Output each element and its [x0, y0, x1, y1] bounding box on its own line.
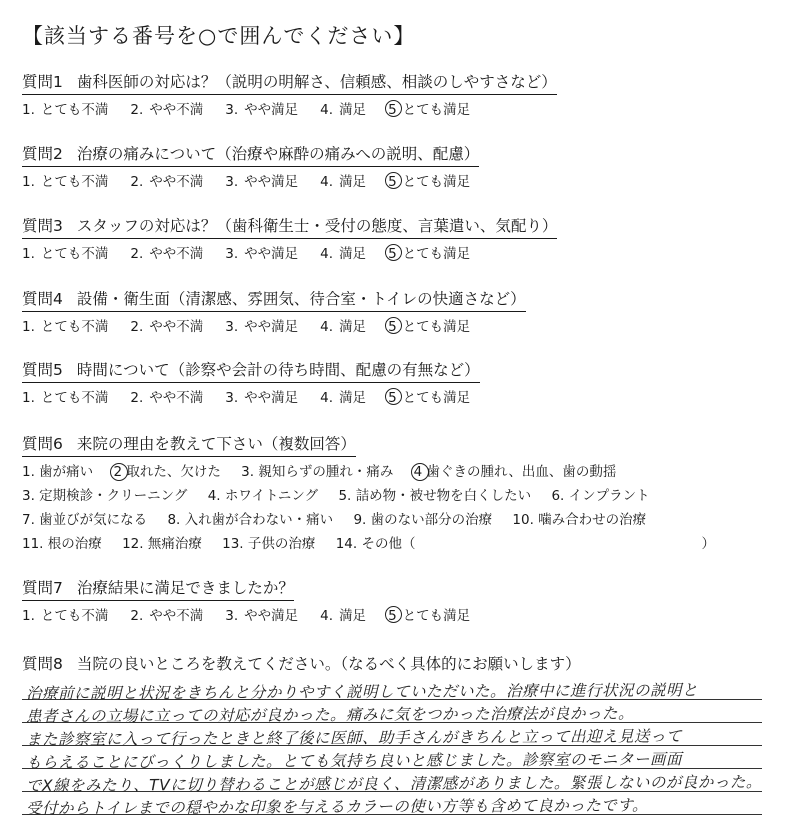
- rating-label: やや満足: [244, 102, 299, 118]
- rating-label: とても不満: [40, 608, 109, 624]
- rating-number: 5: [388, 390, 397, 406]
- rating-option[interactable]: [22, 390, 108, 406]
- rating-label: とても不満: [40, 390, 109, 406]
- rating-number: 1.: [22, 246, 35, 262]
- rating-option-selected[interactable]: [388, 608, 470, 624]
- rating-option[interactable]: [22, 608, 108, 624]
- question-2: [22, 142, 782, 190]
- rating-number: 1.: [22, 608, 35, 624]
- question-text: 時間について（診察や会計の待ち時間、配慮の有無など）: [76, 361, 480, 379]
- q6-option[interactable]: 6. インプラント: [551, 488, 650, 504]
- rating-label: やや不満: [149, 102, 204, 118]
- question-8: [22, 652, 782, 676]
- rating-label: 満足: [339, 390, 367, 406]
- rating-number: 1.: [22, 102, 35, 118]
- question-label: 質問3: [22, 217, 63, 235]
- rating-option[interactable]: [22, 319, 108, 335]
- rating-option[interactable]: [130, 246, 203, 262]
- question-label: 質問7: [22, 579, 63, 597]
- handwritten-answer-line: でX線をみたり、TVに切り替わることが感じが良く、清潔感がありました。緊張しないのが良かった。: [25, 773, 762, 795]
- q6-option[interactable]: 13. 子供の治療: [222, 536, 316, 552]
- rating-label: 満足: [339, 246, 367, 262]
- question-2-heading: [22, 142, 479, 167]
- rating-number: 2.: [130, 608, 144, 624]
- question-8-heading: [22, 652, 581, 676]
- rating-number: 4.: [320, 390, 334, 406]
- question-label: 質問8: [22, 655, 63, 673]
- question-text: 当院の良いところを教えてください。（なるべく具体的にお願いします）: [76, 655, 581, 673]
- rating-options: [22, 386, 782, 406]
- rating-option-selected[interactable]: [388, 102, 470, 118]
- rating-option[interactable]: [225, 390, 298, 406]
- rating-number: 4.: [320, 174, 334, 190]
- rating-option[interactable]: [225, 608, 298, 624]
- rating-number: 3.: [225, 390, 239, 406]
- rating-number: 3.: [225, 102, 239, 118]
- rating-label: とても満足: [402, 608, 471, 624]
- rating-option-selected[interactable]: [388, 390, 470, 406]
- question-1-heading: [22, 70, 557, 95]
- rating-number: 5: [388, 319, 397, 335]
- handwritten-answer-line: 治療前に説明と状況をきちんと分かりやすく説明していただいた。治療中に進行状況の説明と: [25, 681, 699, 703]
- rating-number: 1.: [22, 174, 35, 190]
- rating-option[interactable]: [130, 390, 203, 406]
- q6-option[interactable]: 9. 歯のない部分の治療: [353, 512, 493, 528]
- rating-label: やや満足: [244, 174, 299, 190]
- question-1: [22, 70, 782, 118]
- q6-option[interactable]: 7. 歯並びが気になる: [22, 512, 148, 528]
- rating-option[interactable]: [130, 174, 203, 190]
- rating-number: 1.: [22, 390, 35, 406]
- rating-number: 3.: [225, 608, 239, 624]
- rating-label: とても満足: [402, 390, 471, 406]
- question-4: [22, 287, 782, 335]
- q6-option[interactable]: 3. 親知らずの腫れ・痛み: [241, 464, 394, 480]
- q6-row-4: [22, 532, 782, 556]
- rating-number: 2.: [130, 102, 144, 118]
- rating-label: とても不満: [40, 174, 109, 190]
- q6-option-other[interactable]: 14. その他（: [335, 536, 416, 552]
- rating-option[interactable]: [22, 102, 108, 118]
- question-7-heading: [22, 576, 294, 601]
- rating-option[interactable]: [130, 319, 203, 335]
- rating-option[interactable]: [225, 246, 298, 262]
- rating-label: とても不満: [40, 246, 109, 262]
- rating-options: [22, 315, 782, 335]
- rating-label: 満足: [339, 174, 367, 190]
- rating-option-selected[interactable]: [388, 174, 470, 190]
- rating-option[interactable]: [225, 319, 298, 335]
- q6-option[interactable]: 12. 無痛治療: [122, 536, 202, 552]
- rating-label: やや満足: [244, 246, 299, 262]
- rating-number: 5: [388, 174, 397, 190]
- question-label: 質問1: [22, 73, 63, 91]
- rating-number: 2.: [130, 174, 144, 190]
- rating-label: 満足: [339, 319, 367, 335]
- rating-number: 3.: [225, 246, 239, 262]
- rating-label: 満足: [339, 102, 367, 118]
- rating-number: 3.: [225, 174, 239, 190]
- rating-label: やや不満: [149, 390, 204, 406]
- handwritten-answer-line: もらえることにびっくりしました。とても気持ち良いと感じました。診察室のモニター画面: [25, 750, 683, 772]
- rating-option[interactable]: [320, 102, 366, 118]
- q6-option[interactable]: 4. ホワイトニング: [207, 488, 319, 504]
- rating-number: 2.: [130, 390, 144, 406]
- rating-label: とても満足: [402, 102, 471, 118]
- rating-label: とても満足: [402, 246, 471, 262]
- rating-option[interactable]: [22, 246, 108, 262]
- rating-label: やや不満: [149, 246, 204, 262]
- question-6-heading: [22, 432, 356, 457]
- question-3-heading: [22, 214, 557, 239]
- question-text: 来院の理由を教えて下さい（複数回答）: [76, 435, 356, 453]
- question-7: [22, 576, 782, 624]
- rating-label: とても不満: [40, 102, 109, 118]
- rating-option[interactable]: [320, 246, 366, 262]
- q6-option[interactable]: 8. 入れ歯が合わない・痛い: [167, 512, 334, 528]
- q6-option-circled[interactable]: 2 取れた、欠けた: [113, 464, 221, 480]
- question-label: 質問2: [22, 145, 63, 163]
- q6-option[interactable]: 11. 根の治療: [22, 536, 102, 552]
- rating-number: 5: [388, 102, 397, 118]
- page-title: 【該当する番号を○で囲んでください】: [22, 24, 416, 48]
- rating-label: やや満足: [244, 390, 299, 406]
- question-label: 質問4: [22, 290, 63, 308]
- question-text: スタッフの対応は？（歯科衛生士・受付の態度、言葉遣い、気配り）: [76, 217, 558, 235]
- rating-label: とても不満: [40, 319, 109, 335]
- q6-option[interactable]: 3. 定期検診・クリーニング: [22, 488, 188, 504]
- rating-label: やや不満: [149, 174, 204, 190]
- q6-option-circled[interactable]: 4 歯ぐきの腫れ、出血、歯の動揺: [413, 464, 617, 480]
- question-text: 設備・衛生面（清潔感、雰囲気、待合室・トイレの快適さなど）: [76, 290, 526, 308]
- q6-row-1: [22, 460, 782, 484]
- q6-option[interactable]: 10. 噛み合わせの治療: [512, 512, 647, 528]
- question-text: 治療結果に満足できましたか？: [76, 579, 294, 597]
- rating-option[interactable]: [130, 102, 203, 118]
- question-text: 歯科医師の対応は？（説明の明解さ、信頼感、相談のしやすさなど）: [76, 73, 557, 91]
- rating-number: 4.: [320, 608, 334, 624]
- rating-option[interactable]: [130, 608, 203, 624]
- rating-number: 4.: [320, 102, 334, 118]
- handwritten-answer-line: 患者さんの立場に立っての対応が良かった。痛みに気をつかった治療法が良かった。: [25, 704, 635, 726]
- rating-number: 5: [388, 608, 397, 624]
- q6-row-2: [22, 484, 782, 508]
- handwritten-answer-line: 受付からトイレまでの穏やかな印象を与えるカラーの使い方等も含めて良かったです。: [25, 796, 649, 818]
- rating-options: [22, 604, 782, 624]
- q6-other-close: ）: [701, 536, 715, 552]
- question-6: [22, 432, 782, 556]
- rating-label: とても満足: [402, 174, 471, 190]
- rating-number: 2.: [130, 319, 144, 335]
- question-text: 治療の痛みについて（治療や麻酔の痛みへの説明、配慮）: [76, 145, 480, 163]
- rating-number: 2.: [130, 246, 144, 262]
- rating-option[interactable]: [320, 319, 366, 335]
- q6-row-3: [22, 508, 782, 532]
- rating-option-selected[interactable]: [388, 319, 470, 335]
- question-4-heading: [22, 287, 526, 312]
- question-5: [22, 358, 782, 406]
- handwritten-answer-line: また診察室に入って行ったときと終了後に医師、助手さんがきちんと立って出迎え見送って: [25, 727, 683, 749]
- rating-number: 5: [388, 246, 397, 262]
- rating-number: 4.: [320, 246, 334, 262]
- question-5-heading: [22, 358, 480, 383]
- rating-options: [22, 98, 782, 118]
- question-label: 質問5: [22, 361, 63, 379]
- question-3: [22, 214, 782, 262]
- rating-option[interactable]: [22, 174, 108, 190]
- rating-option[interactable]: [320, 390, 366, 406]
- rating-label: 満足: [339, 608, 367, 624]
- rating-label: やや満足: [244, 319, 299, 335]
- rating-option-selected[interactable]: [388, 246, 470, 262]
- rating-option[interactable]: [320, 174, 366, 190]
- rating-label: やや不満: [149, 319, 204, 335]
- rating-number: 3.: [225, 319, 239, 335]
- rating-option[interactable]: [225, 102, 298, 118]
- rating-number: 1.: [22, 319, 35, 335]
- q6-option[interactable]: 1. 歯が痛い: [22, 464, 94, 480]
- rating-label: やや不満: [149, 608, 204, 624]
- rating-option[interactable]: [320, 608, 366, 624]
- question-label: 質問6: [22, 435, 63, 453]
- q6-option[interactable]: 5. 詰め物・被せ物を白くしたい: [338, 488, 532, 504]
- rating-options: [22, 242, 782, 262]
- rating-label: とても満足: [402, 319, 471, 335]
- rating-number: 4.: [320, 319, 334, 335]
- rating-label: やや満足: [244, 608, 299, 624]
- rating-option[interactable]: [225, 174, 298, 190]
- rating-options: [22, 170, 782, 190]
